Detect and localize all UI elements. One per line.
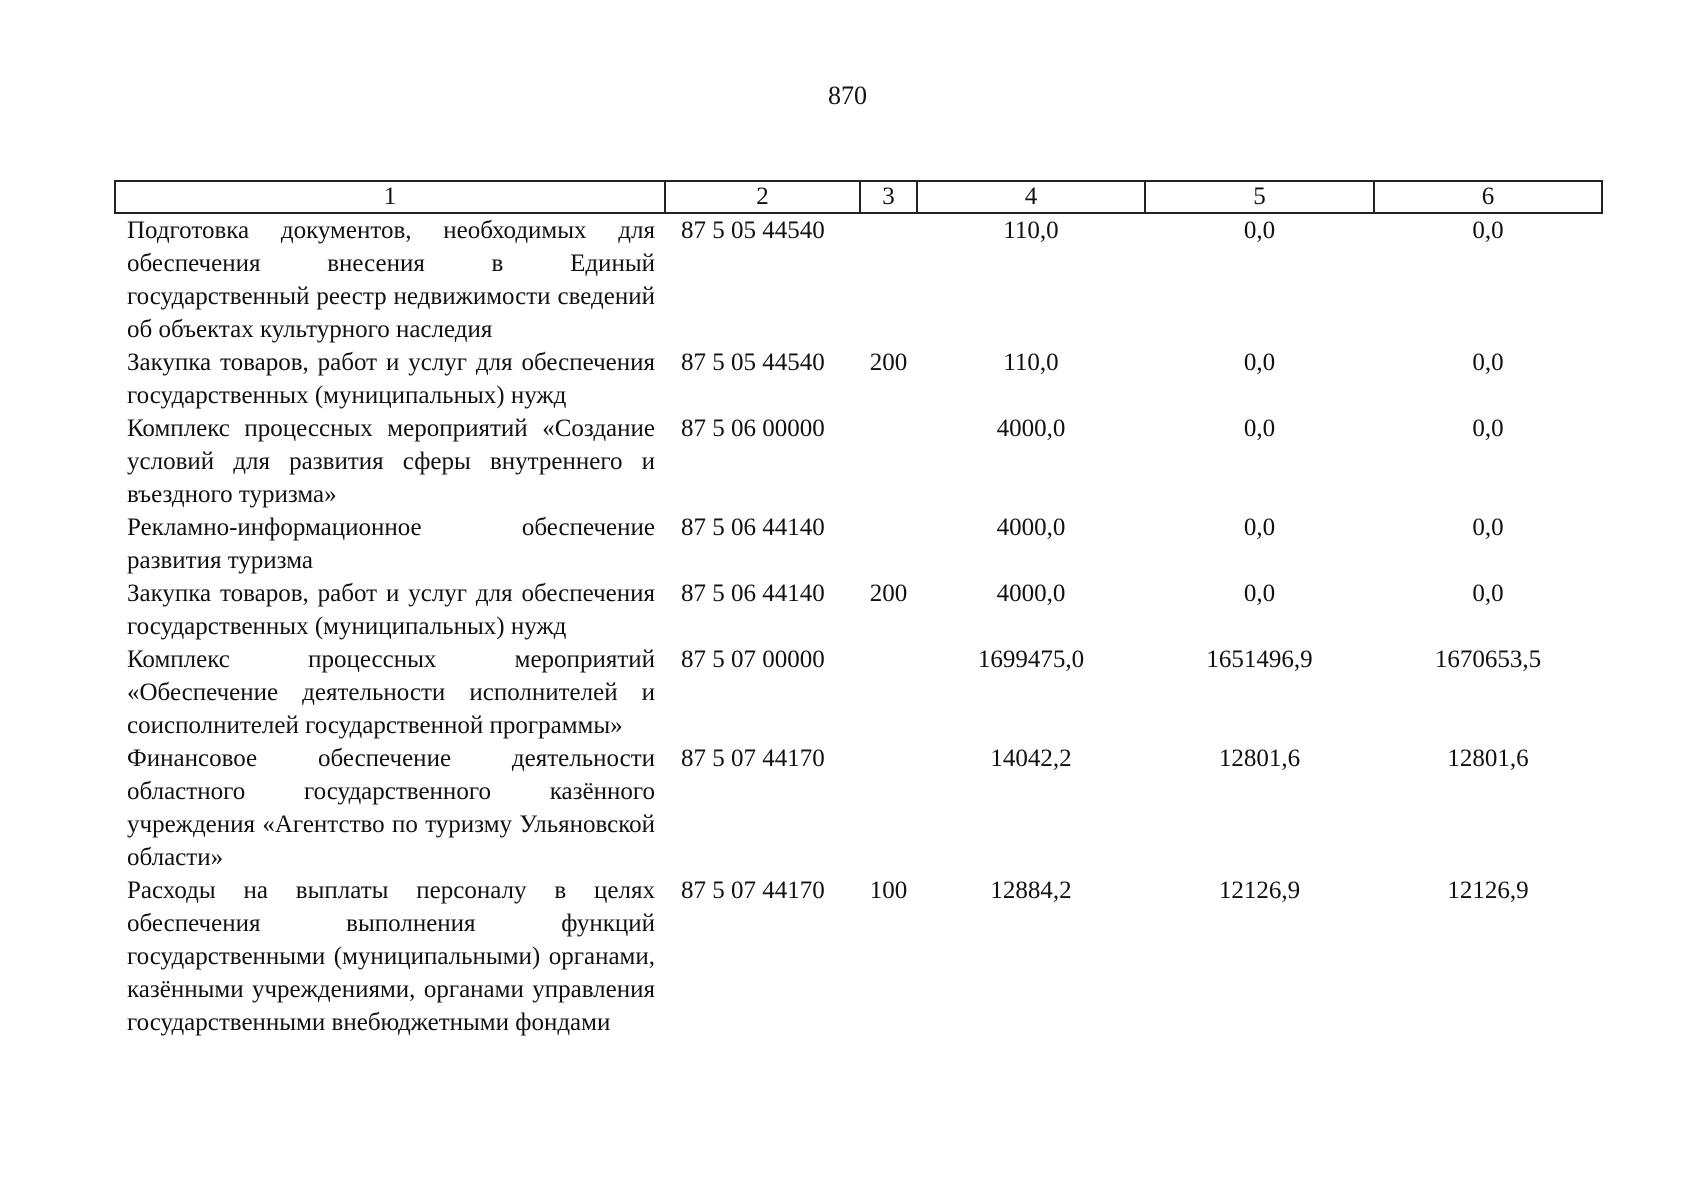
row-value-6: 12801,6 [1447, 745, 1529, 772]
row-code: 87 5 07 44170 [681, 745, 825, 772]
header-cell-4: 4 [917, 181, 1145, 213]
table-row [115, 213, 1602, 346]
table-row [115, 874, 1602, 1039]
row-code: 87 5 07 44170 [681, 877, 825, 904]
row-code: 87 5 05 44540 [681, 349, 825, 376]
row-type: 200 [869, 349, 908, 376]
row-type [860, 511, 917, 577]
budget-table [114, 180, 1603, 1039]
row-value-5: 1651496,9 [1206, 646, 1313, 673]
page-number: 870 [828, 81, 867, 110]
row-name: Рекламно-информационное обеспечение развития туризма [127, 514, 655, 574]
row-code: 87 5 06 00000 [681, 415, 825, 442]
header-cell-6: 6 [1374, 181, 1602, 213]
row-value-6: 1670653,5 [1434, 646, 1542, 673]
row-value-4: 110,0 [1003, 217, 1059, 244]
row-type [860, 213, 917, 346]
row-name: Финансовое обеспечение деятельности областного государственного казённого учреждения «Агентство по туризму Ульяновской области» [127, 745, 655, 871]
row-type: 100 [869, 877, 908, 904]
header-cell-5: 5 [1145, 181, 1374, 213]
row-value-5: 0,0 [1243, 580, 1276, 607]
table-row [115, 742, 1602, 874]
table-body [115, 213, 1602, 1039]
row-code: 87 5 05 44540 [681, 217, 825, 244]
row-value-4: 12884,2 [990, 877, 1072, 904]
row-name: Расходы на выплаты персоналу в целях обеспечения выполнения функций государственными (муниципальными) органами, казёнными учреждениями, органами управления государственными внебюджетными фондами [127, 877, 655, 1036]
row-name: Закупка товаров, работ и услуг для обеспечения государственных (муниципальных) нужд [127, 580, 655, 640]
row-code: 87 5 06 44140 [681, 514, 825, 541]
row-value-5: 0,0 [1243, 217, 1276, 244]
row-code: 87 5 06 44140 [681, 580, 825, 607]
row-type [860, 643, 917, 742]
row-name: Комплекс процессных мероприятий «Создание условий для развития сферы внутреннего и въездного туризма» [127, 415, 655, 508]
row-type [860, 412, 917, 511]
table-row [115, 511, 1602, 577]
header-cell-1: 1 [115, 181, 665, 213]
table-row [115, 577, 1602, 643]
row-value-6: 12126,9 [1447, 877, 1529, 904]
header-cell-2: 2 [665, 181, 860, 213]
header-row [115, 181, 1602, 213]
row-value-6: 0,0 [1472, 514, 1504, 541]
row-name: Закупка товаров, работ и услуг для обеспечения государственных (муниципальных) нужд [127, 349, 655, 409]
row-value-5: 0,0 [1243, 415, 1276, 442]
table-row [115, 412, 1602, 511]
row-type [860, 742, 917, 874]
row-value-4: 1699475,0 [977, 646, 1085, 673]
row-value-4: 110,0 [1003, 349, 1059, 376]
row-value-5: 0,0 [1243, 349, 1276, 376]
row-value-4: 14042,2 [990, 745, 1072, 772]
row-type: 200 [869, 580, 908, 607]
row-value-5: 12801,6 [1218, 745, 1301, 772]
row-value-4: 4000,0 [996, 514, 1066, 541]
row-value-4: 4000,0 [996, 415, 1066, 442]
row-name: Комплекс процессных мероприятий «Обеспечение деятельности исполнителей и соисполнителей государственной программы» [127, 646, 655, 739]
table-row [115, 346, 1602, 412]
row-name: Подготовка документов, необходимых для обеспечения внесения в Единый государственный реестр недвижимости сведений об объектах культурного наследия [127, 217, 655, 343]
table-header [115, 181, 1602, 213]
row-value-5: 0,0 [1243, 514, 1276, 541]
row-code: 87 5 07 00000 [681, 646, 825, 673]
table-row [115, 643, 1602, 742]
row-value-6: 0,0 [1472, 349, 1504, 376]
row-value-6: 0,0 [1472, 580, 1504, 607]
row-value-6: 0,0 [1472, 217, 1504, 244]
row-value-6: 0,0 [1472, 415, 1504, 442]
header-cell-3: 3 [860, 181, 917, 213]
row-value-4: 4000,0 [996, 580, 1066, 607]
row-value-5: 12126,9 [1218, 877, 1301, 904]
